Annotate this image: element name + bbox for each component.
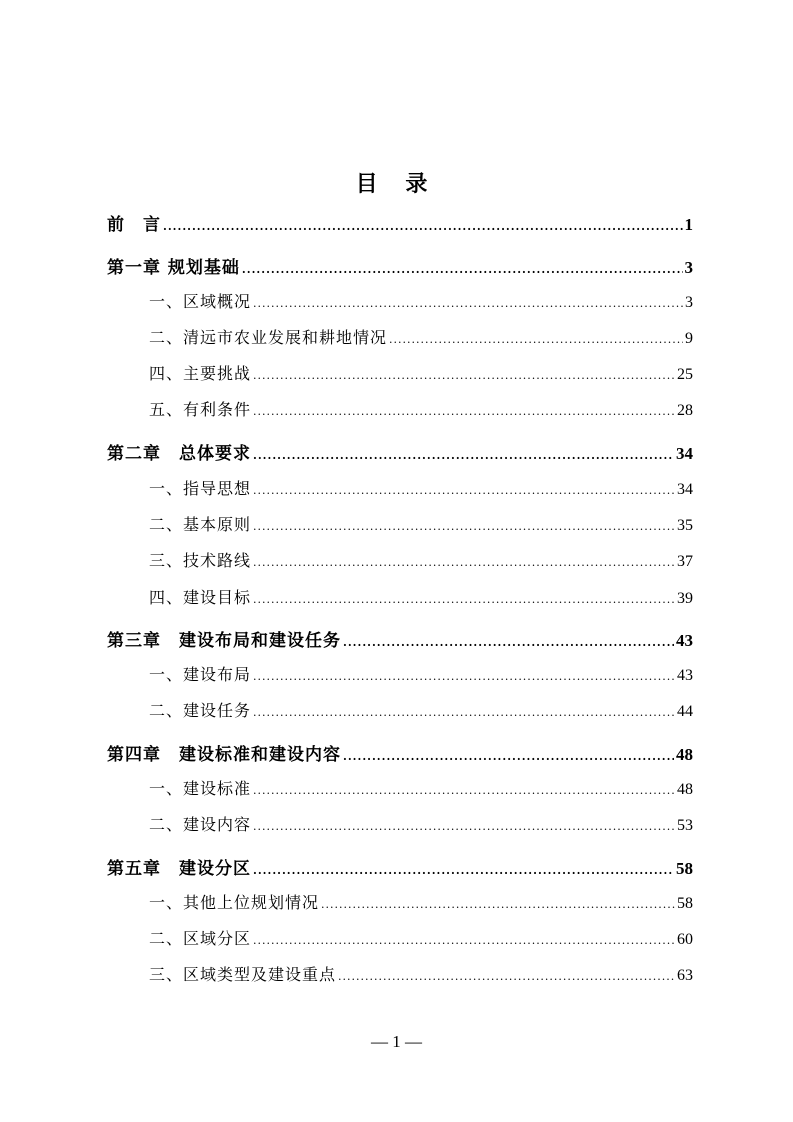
toc-leader-dots [242, 258, 683, 282]
toc-entry-label: 五、有利条件 [149, 400, 252, 419]
toc-entry-label: 二、清远市农业发展和耕地情况 [149, 328, 388, 347]
toc-page-number: 34 [676, 444, 693, 463]
toc-leader-dots [338, 965, 675, 989]
toc-entry-section[interactable] [149, 362, 693, 388]
toc-entry-label: 四、主要挑战 [149, 364, 252, 383]
toc-page-number: 48 [676, 745, 693, 764]
toc-entry-preface[interactable] [107, 213, 693, 239]
toc-leader-dots [253, 551, 675, 575]
toc-entry-section[interactable] [149, 663, 693, 689]
toc-entry-section[interactable] [149, 699, 693, 725]
toc-entry-section[interactable] [149, 290, 693, 316]
toc-leader-dots [343, 631, 674, 655]
toc-leader-dots [389, 328, 683, 352]
toc-leader-dots [253, 292, 683, 316]
toc-leader-dots [253, 479, 675, 503]
toc-page-number: 9 [685, 330, 693, 347]
toc-leader-dots [163, 215, 683, 239]
toc-entry-label: 一、建设标准 [149, 779, 252, 798]
toc-page-number: 43 [677, 667, 693, 684]
toc-entry-label: 一、指导思想 [149, 479, 252, 498]
toc-leader-dots [343, 745, 674, 769]
toc-entry-chapter-3[interactable] [107, 629, 693, 655]
toc-page-number: 60 [677, 931, 693, 948]
toc-entry-chapter-5[interactable] [107, 857, 693, 883]
toc-page-number: 63 [677, 967, 693, 984]
toc-entry-label: 二、区域分区 [149, 929, 252, 948]
toc-entry-section[interactable] [149, 586, 693, 612]
toc-entry-section[interactable] [149, 927, 693, 953]
toc-entry-label: 二、建设内容 [149, 815, 252, 834]
page-number-footer: — 1 — [371, 1032, 422, 1051]
toc-entry-section[interactable] [149, 513, 693, 539]
toc-page-number: 1 [684, 215, 693, 234]
toc-entry-section[interactable] [149, 777, 693, 803]
toc-entry-chapter-2[interactable] [107, 442, 693, 468]
toc-entry-label: 第三章 建设布局和建设任务 [107, 631, 341, 651]
toc-leader-dots [253, 588, 675, 612]
toc-entry-label: 三、技术路线 [149, 551, 252, 570]
toc-entry-label: 一、其他上位规划情况 [149, 893, 320, 912]
toc-page-number: 34 [677, 481, 693, 498]
toc-page-number: 35 [677, 517, 693, 534]
toc-entry-label: 第二章 总体要求 [107, 444, 251, 464]
toc-entry-label: 前 言 [107, 215, 161, 235]
toc-page-number: 39 [677, 590, 693, 607]
toc-leader-dots [321, 893, 675, 917]
toc-page-number: 25 [677, 366, 693, 383]
toc-page-number: 58 [676, 859, 693, 878]
toc-entry-label: 一、建设布局 [149, 665, 252, 684]
toc-leader-dots [253, 859, 674, 883]
toc-page-number: 44 [677, 703, 693, 720]
toc-entry-label: 二、基本原则 [149, 515, 252, 534]
toc-entry-chapter-1[interactable] [107, 256, 693, 282]
toc-page-number: 3 [685, 294, 693, 311]
toc-leader-dots [253, 515, 675, 539]
toc-entry-chapter-4[interactable] [107, 743, 693, 769]
toc-leader-dots [253, 400, 675, 424]
toc-page-number: 58 [677, 895, 693, 912]
toc-leader-dots [253, 665, 675, 689]
toc-leader-dots [253, 364, 675, 388]
toc-entry-label: 三、区域类型及建设重点 [149, 965, 337, 984]
toc-entry-label: 四、建设目标 [149, 588, 252, 607]
toc-leader-dots [253, 444, 674, 468]
toc-page-number: 43 [676, 631, 693, 650]
toc-entry-label: 第五章 建设分区 [107, 859, 251, 879]
toc-entry-section[interactable] [149, 549, 693, 575]
toc-entry-section[interactable] [149, 326, 693, 352]
toc-entry-section[interactable] [149, 891, 693, 917]
toc-entry-section[interactable] [149, 963, 693, 989]
toc-entry-section[interactable] [149, 813, 693, 839]
toc-leader-dots [253, 929, 675, 953]
toc-page-number: 28 [677, 402, 693, 419]
toc-entry-label: 二、建设任务 [149, 701, 252, 720]
toc-title: 目 录 [355, 172, 438, 197]
toc-leader-dots [253, 779, 675, 803]
toc-page-number: 37 [677, 553, 693, 570]
toc-entry-label: 一、区域概况 [149, 292, 252, 311]
toc-entry-label: 第一章 规划基础 [107, 258, 240, 278]
toc-entry-label: 第四章 建设标准和建设内容 [107, 745, 341, 765]
toc-entry-section[interactable] [149, 398, 693, 424]
toc-leader-dots [253, 701, 675, 725]
toc-page-number: 48 [677, 781, 693, 798]
toc-page-number: 3 [684, 258, 693, 277]
toc-entry-section[interactable] [149, 477, 693, 503]
toc-page-number: 53 [677, 817, 693, 834]
toc-leader-dots [253, 815, 675, 839]
